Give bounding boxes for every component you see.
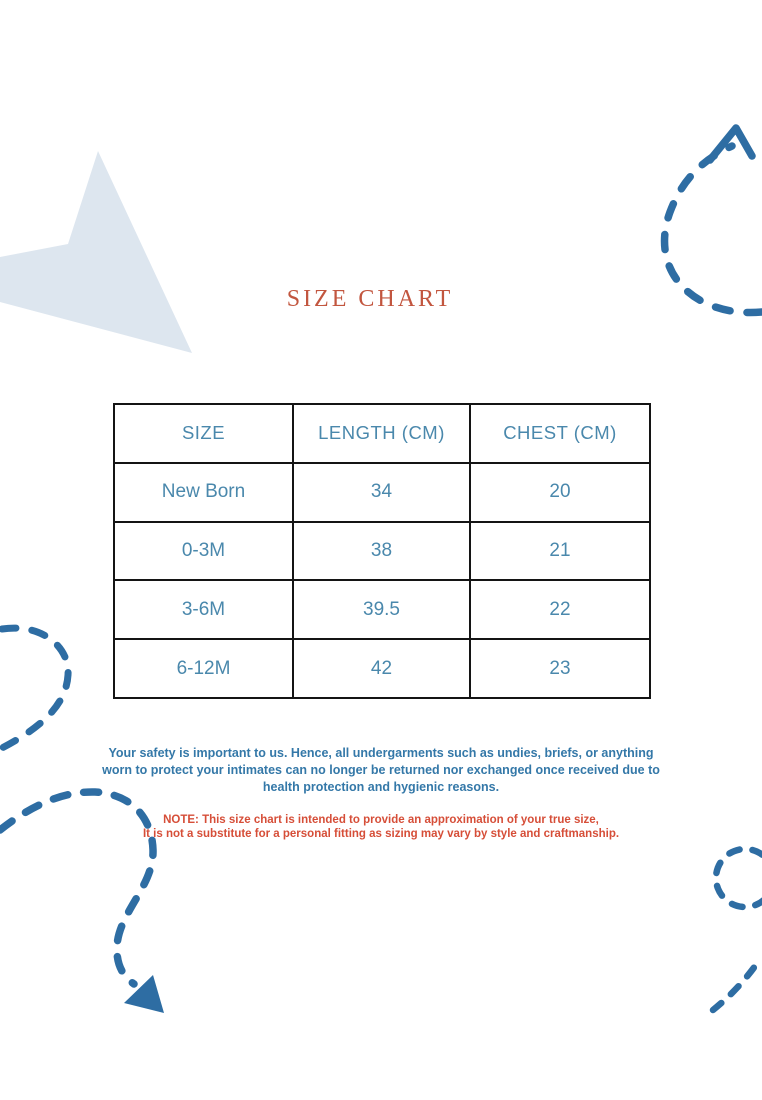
col-header-size: SIZE <box>114 404 293 463</box>
col-header-length: LENGTH (CM) <box>293 404 470 463</box>
note-line: NOTE: This size chart is intended to provide an approximation of your true size, <box>163 814 599 826</box>
size-cell: 3-6M <box>114 580 293 639</box>
safety-line: Your safety is important to us. Hence, all undergarments such as undies, briefs, or anything <box>108 746 654 760</box>
dashed-loop-curve <box>2 628 68 748</box>
arrowhead-triangle <box>124 975 164 1013</box>
table-row <box>114 639 650 698</box>
col-header-chest: CHEST (CM) <box>470 404 650 463</box>
dashed-circle <box>716 849 762 907</box>
note-text <box>0 813 762 841</box>
length-cell: 38 <box>293 522 470 581</box>
dashed-circle-icon <box>700 830 762 930</box>
size-cell: New Born <box>114 463 293 522</box>
dashed-curve-icon <box>700 950 762 1020</box>
dashed-small-curve <box>713 962 758 1010</box>
chest-cell: 20 <box>470 463 650 522</box>
size-table <box>113 403 651 699</box>
size-cell: 6-12M <box>114 639 293 698</box>
note-line: It is not a substitute for a personal fitting as sizing may vary by style and craftmanship. <box>142 828 620 840</box>
chest-cell: 21 <box>470 522 650 581</box>
size-cell: 0-3M <box>114 522 293 581</box>
chest-cell: 23 <box>470 639 650 698</box>
safety-line: health protection and hygienic reasons. <box>262 780 500 794</box>
page-title: SIZE CHART <box>286 286 454 312</box>
arrowhead-chevron <box>710 128 752 160</box>
chest-cell: 22 <box>470 580 650 639</box>
dashed-half-loop-icon <box>0 615 80 760</box>
table-header-row <box>114 404 650 463</box>
safety-notice <box>0 745 762 796</box>
table-row <box>114 463 650 522</box>
table-row <box>114 580 650 639</box>
length-cell: 39.5 <box>293 580 470 639</box>
table-row <box>114 522 650 581</box>
safety-line: worn to protect your intimates can no longer be returned nor exchanged once received due to <box>102 763 660 777</box>
paper-plane-shape-icon <box>0 140 200 360</box>
length-cell: 42 <box>293 639 470 698</box>
length-cell: 34 <box>293 463 470 522</box>
paper-plane-polygon <box>0 151 192 353</box>
